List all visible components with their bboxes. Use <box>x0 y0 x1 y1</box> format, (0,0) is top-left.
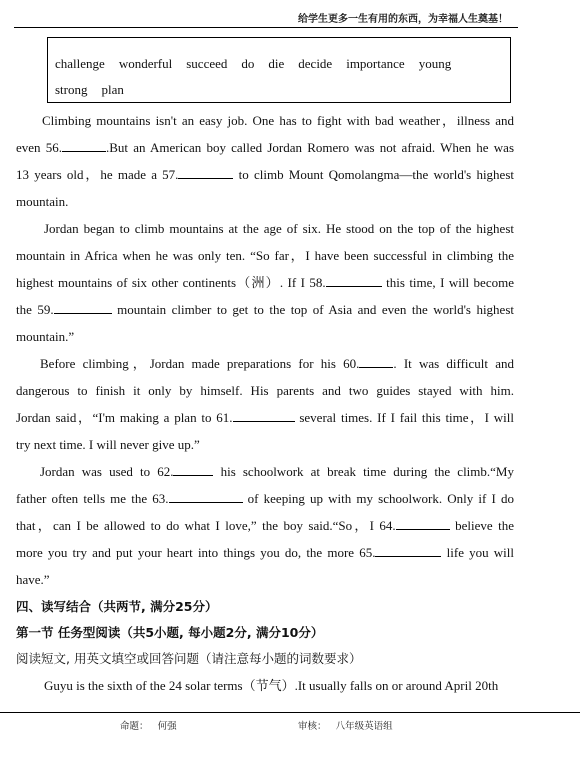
passage-line: mountain.” <box>16 329 75 344</box>
passage-line: more you try and put your heart into things you do, the more 65. life you will <box>16 545 514 560</box>
word-bank-word: strong <box>55 82 88 97</box>
blank-65[interactable] <box>375 545 441 557</box>
word-bank-word: plan <box>101 82 124 97</box>
passage-line: 13 years old，he made a 57. to climb Mount Qomolangma—the world's highest <box>16 167 514 182</box>
passage-line: Jordan was used to 62. his schoolwork at break time during the climb.“My <box>40 464 514 479</box>
word-bank-word: importance <box>346 56 405 71</box>
blank-64[interactable] <box>396 518 450 530</box>
passage-line: father often tells me the 63. of keeping up with my schoolwork. Only if I do <box>16 491 515 506</box>
passage-line: mountain. <box>16 194 69 209</box>
blank-58[interactable] <box>326 275 382 287</box>
passage-paragraph-2 <box>16 215 514 350</box>
header-divider <box>14 27 518 28</box>
passage-line: have.” <box>16 572 50 587</box>
blank-61[interactable] <box>233 410 295 422</box>
word-bank-word: young <box>418 56 452 71</box>
footer-author: 命题： 何强 <box>120 721 177 732</box>
part-heading: 第一节 任务型阅读（共5小题, 每小题2分, 满分10分） <box>16 625 324 640</box>
passage-line: the 59. mountain climber to get to the top of Asia and even the world's highest <box>16 302 514 317</box>
footer-reviewer: 审核： 八年级英语组 <box>298 721 393 732</box>
blank-56[interactable] <box>62 140 106 152</box>
passage-line: highest mountains of six other continents（洲）. If I 58. this time, I will become <box>16 275 514 290</box>
word-bank-word: wonderful <box>118 56 173 71</box>
passage-line: Before climbing，Jordan made preparations for his 60. . It was difficult and <box>40 356 514 371</box>
passage-line: even 56. .But an American boy called Jordan Romero was not afraid. When he was <box>16 140 515 155</box>
passage-line: Climbing mountains isn't an easy job. One has to fight with bad weather，illness and <box>42 113 514 128</box>
reading-instruction: 阅读短文, 用英文填空或回答问题（请注意每小题的词数要求） <box>16 651 362 666</box>
passage-paragraph-3 <box>16 350 514 458</box>
passage-paragraph-4 <box>16 458 514 593</box>
word-bank-word: decide <box>298 56 333 71</box>
passage-line: Jordan said，“I'm making a plan to 61. several times. If I fail this time，I will <box>16 410 514 425</box>
section-heading: 四、读写结合（共两节, 满分25分） <box>16 599 218 614</box>
word-bank-row-1 <box>55 51 510 77</box>
word-bank-row-2 <box>55 77 510 103</box>
page-header-slogan: 给学生更多一生有用的东西，为幸福人生奠基！ <box>298 14 508 25</box>
word-bank-word: do <box>241 56 255 71</box>
passage-line: that，can I be allowed to do what I love,” the boy said.“So，I 64. believe the <box>16 518 514 533</box>
passage-line: dangerous to finish it only by himself. His parents and two guides stayed with him. <box>16 383 514 398</box>
blank-62[interactable] <box>173 464 213 476</box>
reading-passage-first-line: Guyu is the sixth of the 24 solar terms（节气）.It usually falls on or around April 20th <box>44 678 499 693</box>
footer-divider <box>0 712 580 713</box>
word-bank-word: succeed <box>186 56 228 71</box>
passage-line: Jordan began to climb mountains at the age of six. He stood on the top of the highest <box>44 221 514 236</box>
blank-63[interactable] <box>169 491 243 503</box>
blank-59[interactable] <box>54 302 112 314</box>
word-bank-box <box>47 37 511 103</box>
word-bank-word: challenge <box>55 56 105 71</box>
blank-60[interactable] <box>359 356 393 368</box>
passage-line: try next time. I will never give up.” <box>16 437 200 452</box>
passage-line: mountain in Africa when he was only ten. “So far，I have been successful in climbing the <box>16 248 514 263</box>
passage-paragraph-1 <box>16 107 514 215</box>
blank-57[interactable] <box>178 167 233 179</box>
word-bank-word: die <box>268 56 285 71</box>
